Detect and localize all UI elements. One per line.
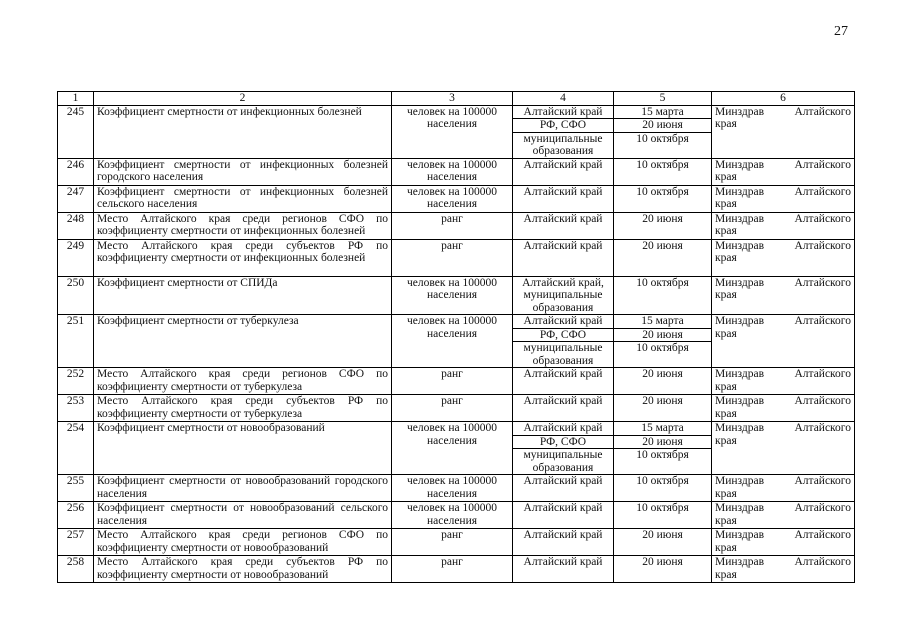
level-item: Алтайский край <box>523 239 603 252</box>
org-line <box>715 277 851 290</box>
org-word: Минздрав <box>715 315 765 327</box>
indicator-name-cell: Коэффициент смертности от инфекционных болезней <box>94 105 392 158</box>
date-item: 20 июня <box>642 368 683 380</box>
level-cell <box>513 422 614 475</box>
date-cell <box>614 422 712 475</box>
org-word: края <box>715 327 737 340</box>
org-word: Алтайского <box>794 556 851 568</box>
org-word: Алтайского <box>794 502 851 514</box>
table-row <box>58 315 855 368</box>
table-row <box>58 475 855 502</box>
row-number-cell: 245 <box>58 105 94 158</box>
level-cell <box>513 158 614 185</box>
responsible-org-cell <box>712 276 855 315</box>
date-item: 20 июня <box>642 395 683 407</box>
date-item: 10 октября <box>636 502 689 514</box>
level-item: Алтайский край <box>513 422 613 436</box>
date-item: 20 июня <box>614 119 711 133</box>
org-word: края <box>715 380 737 393</box>
org-line <box>715 315 851 328</box>
org-word: Алтайского <box>794 315 851 327</box>
row-number-cell: 255 <box>58 475 94 502</box>
indicator-name-cell: Место Алтайского края среди субъектов РФ по коэффициенту смертности от новообразований <box>94 556 392 583</box>
level-item: Алтайский край <box>523 368 603 380</box>
level-item: Алтайский край <box>513 315 613 329</box>
column-header: 6 <box>712 92 855 106</box>
org-word: Алтайского <box>794 475 851 487</box>
org-word: края <box>715 568 737 581</box>
level-cell <box>513 105 614 158</box>
org-word: края <box>715 434 737 447</box>
indicator-name-cell: Место Алтайского края среди субъектов РФ по коэффициенту смертности от инфекционных болезней <box>94 239 392 276</box>
table-row <box>58 529 855 556</box>
date-item: 15 марта <box>614 422 711 436</box>
column-header: 4 <box>513 92 614 106</box>
level-cell <box>513 185 614 212</box>
level-item: муниципальные образования <box>523 132 603 157</box>
org-word: Алтайского <box>794 422 851 434</box>
indicators-table <box>57 91 855 583</box>
org-word: Алтайского <box>794 158 851 171</box>
org-word: Алтайского <box>794 185 851 198</box>
date-item: 15 марта <box>614 315 711 329</box>
org-line <box>715 240 851 253</box>
level-item: Алтайский край <box>523 556 603 568</box>
date-item: 20 июня <box>642 556 683 568</box>
org-line <box>715 368 851 381</box>
date-cell <box>614 368 712 395</box>
org-word: края <box>715 118 737 130</box>
indicator-name-cell: Место Алтайского края среди регионов СФО по коэффициенту смертности от новообразований <box>94 529 392 556</box>
org-word: Минздрав <box>715 422 765 434</box>
level-cell <box>513 368 614 395</box>
indicator-name-cell: Место Алтайского края среди субъектов РФ по коэффициенту смертности от туберкулеза <box>94 395 392 422</box>
row-number-cell: 246 <box>58 158 94 185</box>
level-item: Алтайский край <box>523 158 603 171</box>
level-cell <box>513 276 614 315</box>
row-number-cell: 252 <box>58 368 94 395</box>
unit-cell: человек на 100000 населения <box>392 158 513 185</box>
org-line <box>715 159 851 172</box>
indicator-name-cell: Коэффициент смертности от инфекционных болезней сельского населения <box>94 185 392 212</box>
date-item: 10 октября <box>636 158 689 171</box>
date-item: 10 октября <box>636 449 689 461</box>
responsible-org-cell <box>712 105 855 158</box>
date-item: 10 октября <box>636 132 689 145</box>
table-row <box>58 502 855 529</box>
org-word: Минздрав <box>715 212 765 225</box>
level-item: Алтайский край, муниципальные образования <box>522 276 604 314</box>
org-word: края <box>715 289 737 301</box>
responsible-org-cell <box>712 315 855 368</box>
level-cell <box>513 239 614 276</box>
table-row <box>58 158 855 185</box>
date-cell <box>614 276 712 315</box>
org-line <box>715 556 851 569</box>
org-word: Минздрав <box>715 556 765 568</box>
date-cell <box>614 158 712 185</box>
date-cell <box>614 556 712 583</box>
row-number-cell: 248 <box>58 212 94 239</box>
org-word: Алтайского <box>794 368 851 380</box>
row-number-cell: 254 <box>58 422 94 475</box>
responsible-org-cell <box>712 212 855 239</box>
responsible-org-cell <box>712 158 855 185</box>
responsible-org-cell <box>712 368 855 395</box>
org-word: Минздрав <box>715 185 765 198</box>
org-line <box>715 186 851 199</box>
level-item: Алтайский край <box>523 212 603 225</box>
level-item: Алтайский край <box>523 502 603 514</box>
level-cell <box>513 475 614 502</box>
level-item: муниципальные образования <box>523 342 603 367</box>
date-cell <box>614 212 712 239</box>
org-word: края <box>715 541 737 554</box>
row-number-cell: 251 <box>58 315 94 368</box>
org-line <box>715 502 851 515</box>
date-cell <box>614 502 712 529</box>
date-item: 20 июня <box>614 436 711 450</box>
unit-cell: человек на 100000 населения <box>392 105 513 158</box>
table-row <box>58 276 855 315</box>
table-row <box>58 105 855 158</box>
column-header: 1 <box>58 92 94 106</box>
date-item: 20 июня <box>614 329 711 343</box>
row-number-cell: 249 <box>58 239 94 276</box>
org-word: Алтайского <box>794 239 851 252</box>
org-word: края <box>715 407 737 420</box>
org-word: Минздрав <box>715 239 765 252</box>
org-word: Алтайского <box>794 395 851 407</box>
level-item: Алтайский край <box>523 475 603 487</box>
date-item: 20 июня <box>642 529 683 541</box>
level-item: Алтайский край <box>513 106 613 120</box>
row-number-cell: 258 <box>58 556 94 583</box>
indicator-name-cell: Место Алтайского края среди регионов СФО по коэффициенту смертности от туберкулеза <box>94 368 392 395</box>
unit-cell: ранг <box>392 239 513 276</box>
org-line <box>715 395 851 408</box>
org-word: края <box>715 225 737 237</box>
row-number-cell: 253 <box>58 395 94 422</box>
org-word: Минздрав <box>715 395 765 407</box>
org-word: Алтайского <box>794 276 851 289</box>
date-cell <box>614 315 712 368</box>
org-word: Минздрав <box>715 502 765 514</box>
org-word: Минздрав <box>715 158 765 171</box>
level-item: Алтайский край <box>523 185 603 198</box>
unit-cell: человек на 100000 населения <box>392 315 513 368</box>
page-number: 27 <box>834 24 848 39</box>
date-cell <box>614 239 712 276</box>
table-row <box>58 395 855 422</box>
level-item: муниципальные образования <box>523 449 603 474</box>
responsible-org-cell <box>712 239 855 276</box>
unit-cell: ранг <box>392 395 513 422</box>
unit-cell: человек на 100000 населения <box>392 475 513 502</box>
responsible-org-cell <box>712 422 855 475</box>
responsible-org-cell <box>712 475 855 502</box>
date-item: 10 октября <box>636 475 689 487</box>
row-number-cell: 256 <box>58 502 94 529</box>
org-line <box>715 475 851 488</box>
level-item: РФ, СФО <box>513 329 613 343</box>
indicator-name-cell: Коэффициент смертности от инфекционных болезней городского населения <box>94 158 392 185</box>
unit-cell: ранг <box>392 529 513 556</box>
table-row <box>58 239 855 276</box>
date-cell <box>614 185 712 212</box>
table-row <box>58 556 855 583</box>
indicator-name-cell: Коэффициент смертности от новообразований сельского населения <box>94 502 392 529</box>
unit-cell: человек на 100000 населения <box>392 502 513 529</box>
column-header: 3 <box>392 92 513 106</box>
org-word: Минздрав <box>715 276 765 289</box>
org-word: Алтайского <box>794 212 851 225</box>
table-row <box>58 422 855 475</box>
org-word: Минздрав <box>715 368 765 380</box>
level-cell <box>513 556 614 583</box>
level-cell <box>513 395 614 422</box>
org-line <box>715 213 851 226</box>
org-word: Алтайского <box>794 105 851 118</box>
indicator-name-cell: Коэффициент смертности от новообразований <box>94 422 392 475</box>
unit-cell: человек на 100000 населения <box>392 185 513 212</box>
responsible-org-cell <box>712 185 855 212</box>
date-cell <box>614 529 712 556</box>
org-line <box>715 106 851 119</box>
responsible-org-cell <box>712 556 855 583</box>
level-item: РФ, СФО <box>513 436 613 450</box>
level-cell <box>513 212 614 239</box>
indicator-name-cell: Коэффициент смертности от СПИДа <box>94 276 392 315</box>
unit-cell: ранг <box>392 556 513 583</box>
org-word: края <box>715 514 737 527</box>
row-number-cell: 250 <box>58 276 94 315</box>
org-word: Минздрав <box>715 529 765 541</box>
date-item: 10 октября <box>636 185 689 198</box>
org-word: Алтайского <box>794 529 851 541</box>
level-cell <box>513 502 614 529</box>
org-word: края <box>715 171 737 183</box>
row-number-cell: 247 <box>58 185 94 212</box>
date-item: 20 июня <box>642 239 683 252</box>
level-cell <box>513 315 614 368</box>
date-cell <box>614 395 712 422</box>
org-word: края <box>715 487 737 500</box>
column-header: 5 <box>614 92 712 106</box>
unit-cell: ранг <box>392 368 513 395</box>
org-word: края <box>715 198 737 210</box>
row-number-cell: 257 <box>58 529 94 556</box>
org-word: края <box>715 252 737 264</box>
org-word: Минздрав <box>715 105 765 118</box>
date-item: 20 июня <box>642 212 683 225</box>
indicator-name-cell: Коэффициент смертности от туберкулеза <box>94 315 392 368</box>
date-item: 15 марта <box>614 106 711 120</box>
responsible-org-cell <box>712 502 855 529</box>
date-item: 10 октября <box>636 276 689 289</box>
table-row <box>58 212 855 239</box>
level-cell <box>513 529 614 556</box>
level-item: Алтайский край <box>523 529 603 541</box>
unit-cell: человек на 100000 населения <box>392 276 513 315</box>
table-row <box>58 368 855 395</box>
date-cell <box>614 475 712 502</box>
column-header: 2 <box>94 92 392 106</box>
level-item: Алтайский край <box>523 395 603 407</box>
indicator-name-cell: Коэффициент смертности от новообразований городского населения <box>94 475 392 502</box>
org-word: Минздрав <box>715 475 765 487</box>
table-row <box>58 185 855 212</box>
responsible-org-cell <box>712 395 855 422</box>
responsible-org-cell <box>712 529 855 556</box>
date-item: 10 октября <box>636 342 689 354</box>
level-item: РФ, СФО <box>513 119 613 133</box>
org-line <box>715 529 851 542</box>
unit-cell: ранг <box>392 212 513 239</box>
indicator-name-cell: Место Алтайского края среди регионов СФО по коэффициенту смертности от инфекционных болезней <box>94 212 392 239</box>
date-cell <box>614 105 712 158</box>
table-header-row <box>58 92 855 106</box>
org-line <box>715 422 851 435</box>
unit-cell: человек на 100000 населения <box>392 422 513 475</box>
